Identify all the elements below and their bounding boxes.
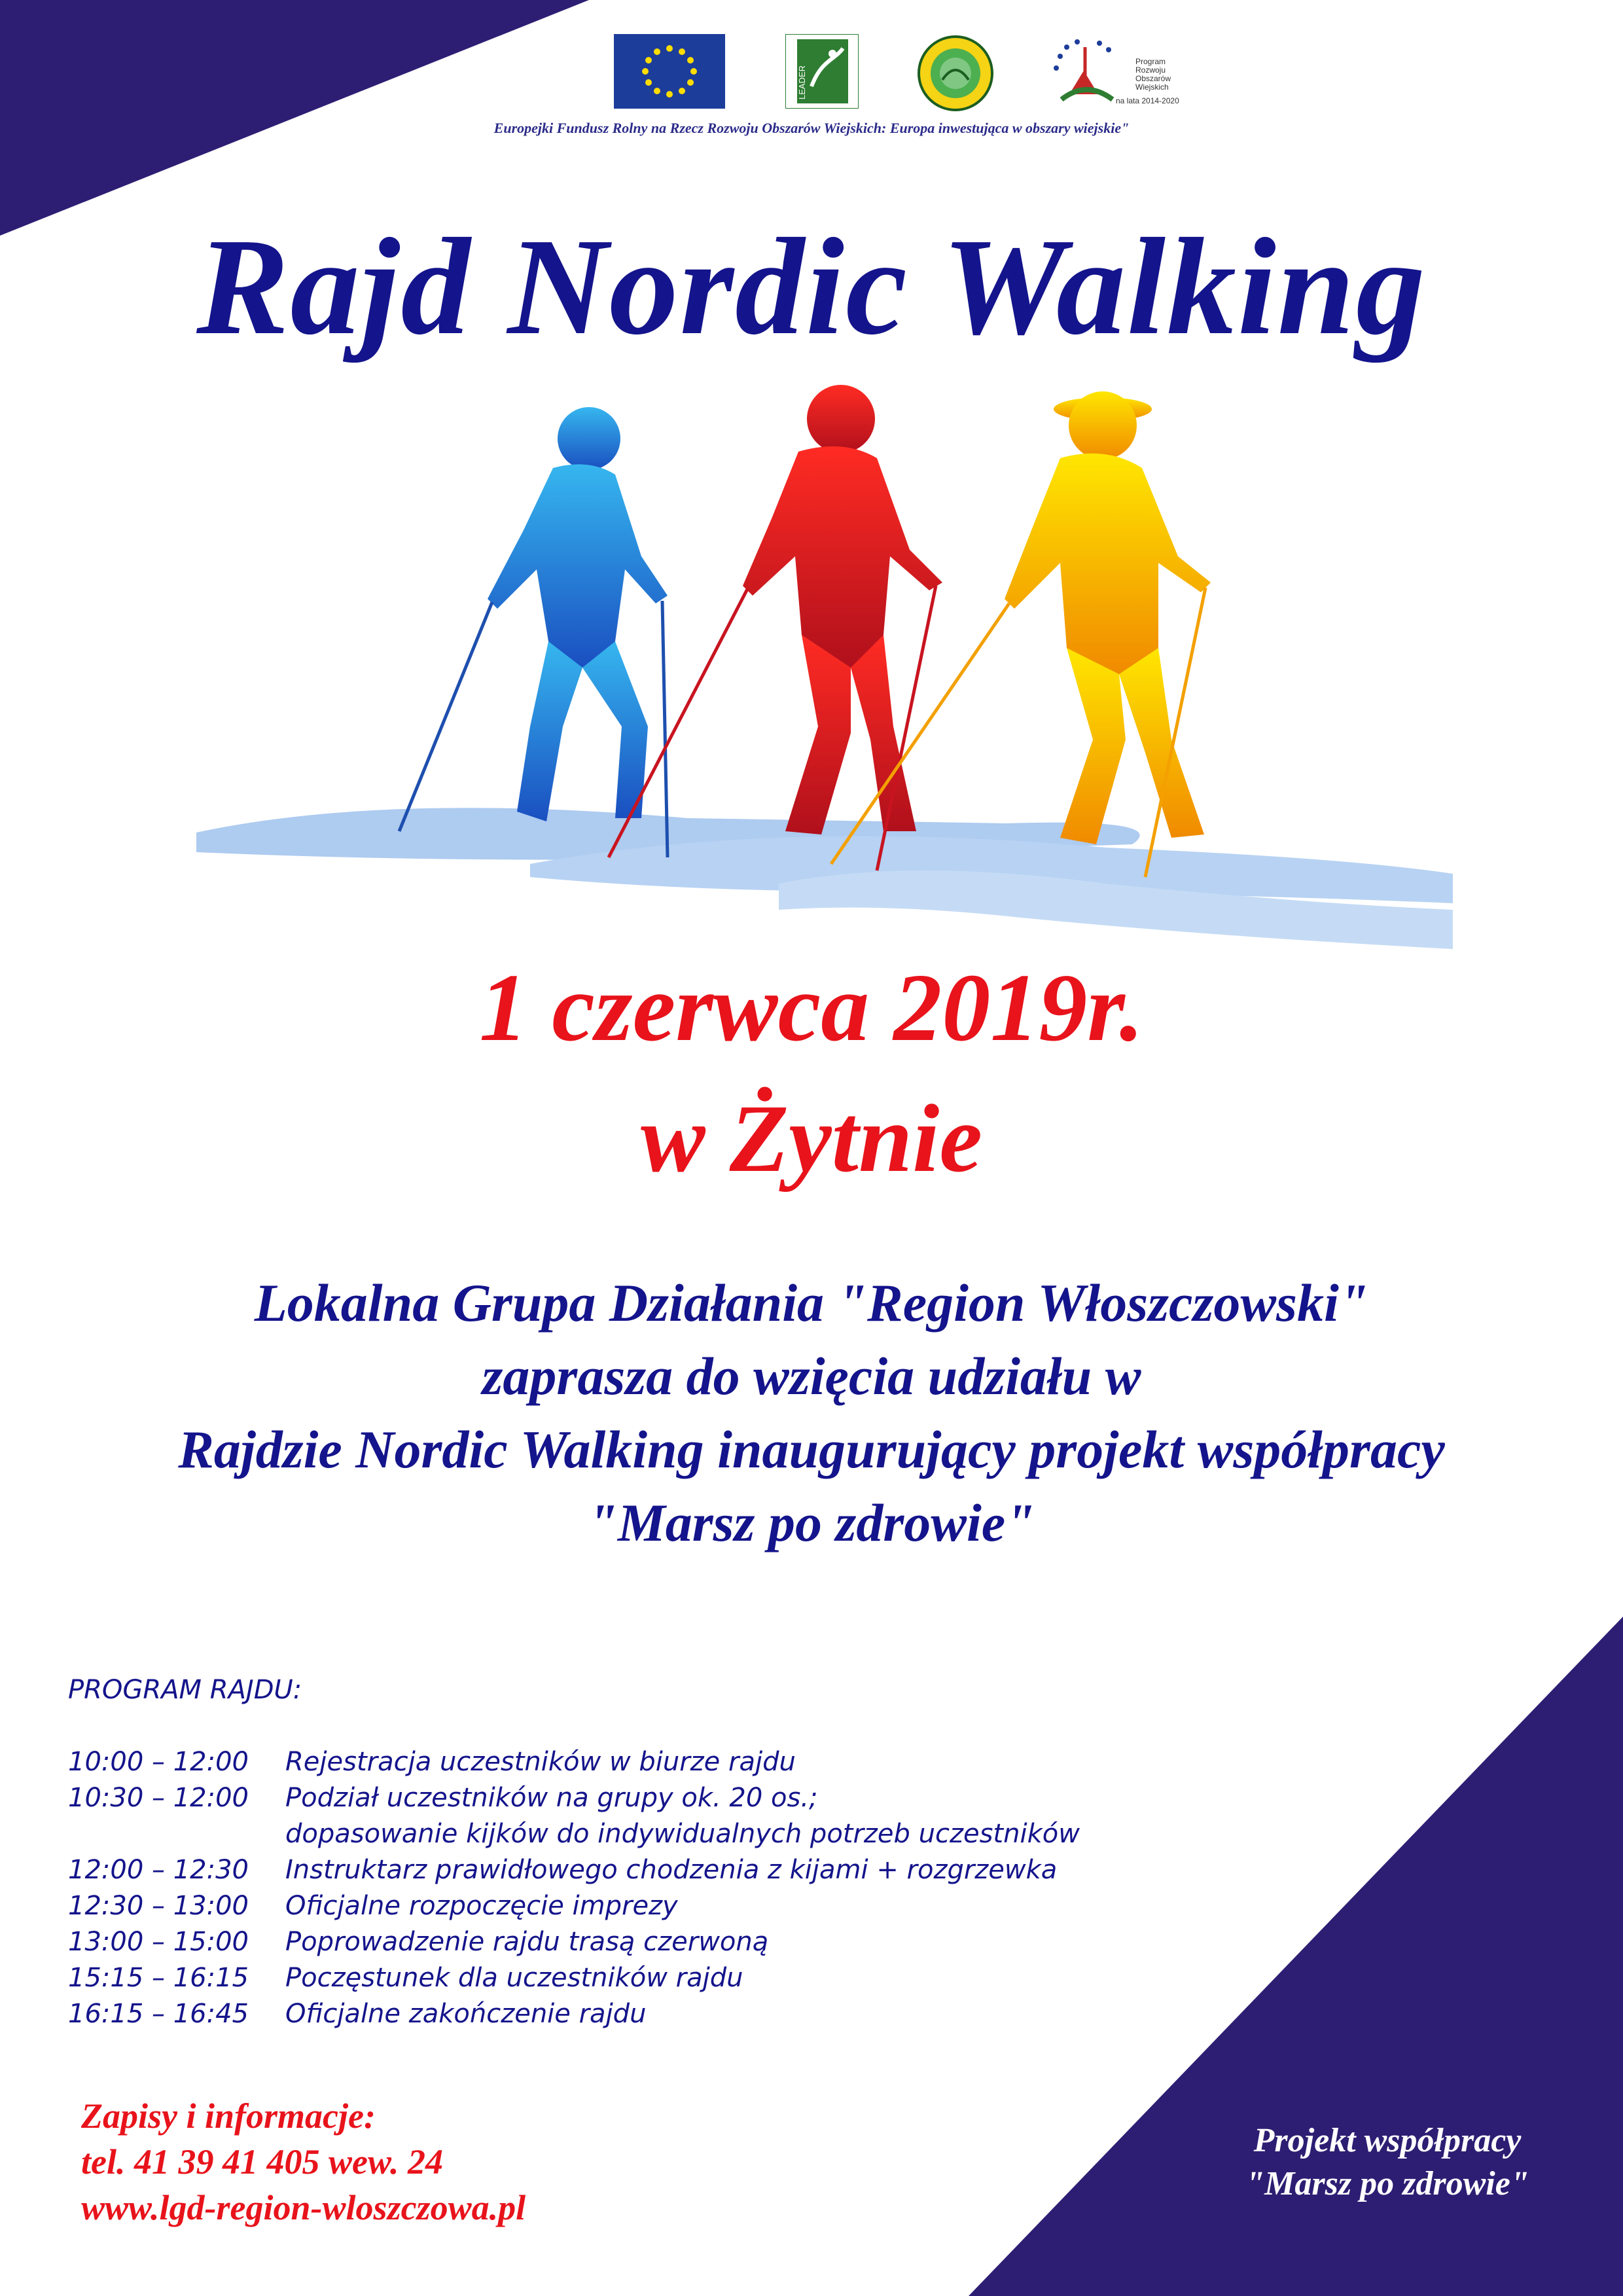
- nordic-walkers-illustration: [190, 360, 1472, 982]
- program-time: 10:30 – 12:00: [68, 1783, 249, 1813]
- invitation-text: [0, 1266, 1623, 1560]
- poster-title: Rajd Nordic Walking: [196, 209, 1427, 363]
- program-text: Instruktarz prawidłowego chodzenia z kijami + rozgrzewka: [285, 1855, 1058, 1885]
- invitation-line: Lokalna Grupa Działania "Region Włoszczowski": [254, 1273, 1369, 1333]
- program-time: 13:00 – 15:00: [68, 1927, 249, 1957]
- program-time: 15:15 – 16:15: [68, 1963, 249, 1993]
- event-date: 1 czerwca 2019r.: [479, 954, 1144, 1062]
- lgd-seal-icon: [916, 34, 995, 113]
- program-time: 10:00 – 12:00: [68, 1747, 249, 1777]
- contact-phone[interactable]: tel. 41 39 41 405 wew. 24: [81, 2142, 443, 2181]
- program-time: 16:15 – 16:45: [68, 1999, 249, 2029]
- logos-row: [609, 34, 1198, 119]
- eu-flag-icon: [614, 34, 725, 113]
- program-text: Poczęstunek dla uczestników rajdu: [285, 1963, 743, 1993]
- prow-logo-label: Program Rozwoju Obszarów Wiejskich: [1135, 57, 1171, 92]
- project-line: Projekt współpracy: [1253, 2122, 1522, 2159]
- invitation-line: zaprasza do wzięcia udziału w: [482, 1346, 1141, 1406]
- program-item: [68, 1852, 1080, 1888]
- program-time: 12:30 – 13:00: [68, 1891, 249, 1921]
- program-item: [68, 1888, 1080, 1924]
- contact-section: [81, 2093, 526, 2231]
- program-item: [68, 1744, 1080, 1780]
- red-walker: [609, 385, 942, 870]
- program-text: Oficjalne zakończenie rajdu: [285, 1999, 647, 2029]
- contact-heading: Zapisy i informacje:: [81, 2096, 376, 2136]
- program-section: [68, 1672, 1080, 2032]
- program-text: dopasowanie kijków do indywidualnych potrzeb uczestników: [285, 1819, 1080, 1849]
- program-item: [68, 1996, 1080, 2032]
- program-text: Poprowadzenie rajdu trasą czerwoną: [285, 1927, 769, 1957]
- prow-logo-icon: [1047, 34, 1126, 113]
- program-text: Rejestracja uczestników w biurze rajdu: [285, 1747, 796, 1777]
- project-label: [1191, 2119, 1584, 2206]
- program-item: [68, 1780, 1080, 1816]
- program-text: Podział uczestników na grupy ok. 20 os.;: [285, 1783, 818, 1813]
- program-item: [68, 1960, 1080, 1996]
- event-place: w Żytnie: [640, 1085, 983, 1193]
- project-line: "Marsz po zdrowie": [1245, 2165, 1529, 2202]
- program-item-continuation: [68, 1816, 1080, 1852]
- invitation-line: "Marsz po zdrowie": [588, 1493, 1035, 1552]
- leader-logo-icon: [785, 34, 859, 113]
- contact-website-link[interactable]: www.lgd-region-wloszczowa.pl: [81, 2188, 526, 2227]
- ground-shadows: [196, 808, 1453, 949]
- blue-walker: [399, 407, 668, 857]
- svg-text:LEADER: LEADER: [797, 65, 807, 99]
- prow-logo-years: na lata 2014-2020: [1116, 96, 1179, 105]
- program-heading: PROGRAM RAJDU:: [68, 1675, 302, 1705]
- program-text: Oficjalne rozpoczęcie imprezy: [285, 1891, 678, 1921]
- invitation-line: Rajdzie Nordic Walking inaugurujący projekt współpracy: [178, 1420, 1445, 1479]
- program-item: [68, 1924, 1080, 1960]
- fund-line: Europejki Fundusz Rolny na Rzecz Rozwoju Obszarów Wiejskich: Europa inwestująca w obszary wiejskie": [493, 120, 1130, 136]
- program-time: 12:00 – 12:30: [68, 1855, 249, 1885]
